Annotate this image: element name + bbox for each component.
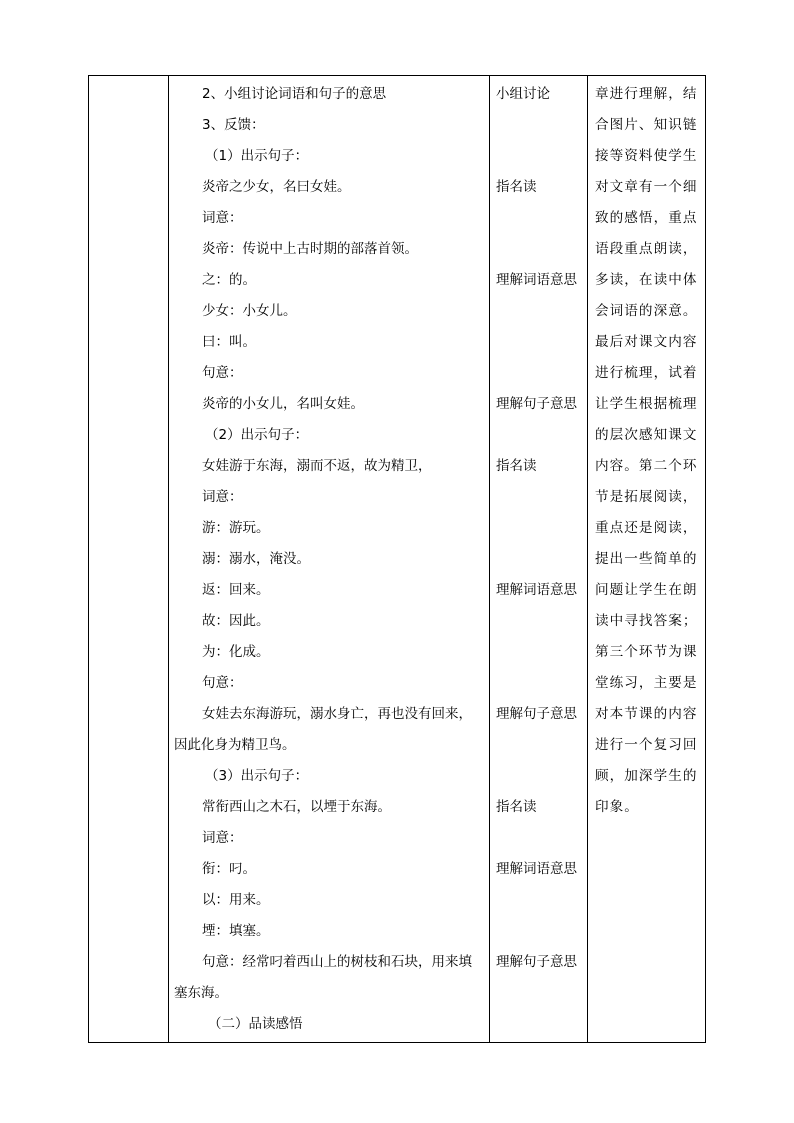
activity-item: 理解词语意思 <box>496 582 577 598</box>
intent-line: 问题让学生在朗 <box>595 582 698 598</box>
activity-item: 指名读 <box>496 179 537 195</box>
process-line: 故：因此。 <box>202 613 270 629</box>
process-line: （1）出示句子： <box>205 148 309 164</box>
process-line: 堙：填塞。 <box>202 923 270 939</box>
intent-line: 会词语的深意。 <box>595 303 698 319</box>
process-line: 少女：小女儿。 <box>202 303 297 319</box>
process-line: 衔：叼。 <box>202 861 256 877</box>
column-divider-1 <box>168 76 169 1042</box>
intent-line: 堂练习，主要是 <box>595 675 698 691</box>
process-line: 句意： <box>202 365 243 381</box>
process-line: 之：的。 <box>202 272 256 288</box>
activity-item: 小组讨论 <box>496 86 550 102</box>
intent-line: 进行梳理，试着 <box>595 365 698 381</box>
activity-item: 指名读 <box>496 458 537 474</box>
process-line: 词意： <box>202 830 243 846</box>
intent-line: 提出一些简单的 <box>595 551 698 567</box>
process-line: 溺：溺水，淹没。 <box>202 551 310 567</box>
process-line: 炎帝的小女儿，名叫女娃。 <box>202 396 364 412</box>
activity-item: 理解句子意思 <box>496 954 577 970</box>
process-line: 曰：叫。 <box>202 334 256 350</box>
activity-item: 指名读 <box>496 799 537 815</box>
intent-line: 内容。第二个环 <box>595 458 698 474</box>
intent-line: 顾，加深学生的 <box>595 768 698 784</box>
process-line: 女娃去东海游玩，溺水身亡，再也没有回来， <box>202 706 472 722</box>
intent-line: 让学生根据梳理 <box>595 396 698 412</box>
process-line: 句意： <box>202 675 243 691</box>
intent-line: 读中寻找答案； <box>595 613 698 629</box>
intent-line: 合图片、知识链 <box>595 117 698 133</box>
activity-item: 理解词语意思 <box>496 272 577 288</box>
process-line: （3）出示句子： <box>205 768 309 784</box>
intent-line: 重点还是阅读， <box>595 520 698 536</box>
intent-line: 对本节课的内容 <box>595 706 698 722</box>
activity-item: 理解句子意思 <box>496 396 577 412</box>
process-line: 游：游玩。 <box>202 520 270 536</box>
activity-item: 理解词语意思 <box>496 861 577 877</box>
process-line: 词意： <box>202 489 243 505</box>
intent-line: 进行一个复习回 <box>595 737 698 753</box>
column-divider-3 <box>587 76 588 1042</box>
intent-line: 最后对课文内容 <box>595 334 698 350</box>
process-line: 炎帝之少女，名曰女娃。 <box>202 179 351 195</box>
process-line: 返：回来。 <box>202 582 270 598</box>
process-line: 塞东海。 <box>174 985 228 1001</box>
intent-line: 第三个环节为课 <box>595 644 698 660</box>
intent-line: 对文章有一个细 <box>595 179 698 195</box>
process-line: 因此化身为精卫鸟。 <box>174 737 296 753</box>
intent-line: 语段重点朗读， <box>595 241 698 257</box>
column-divider-2 <box>489 76 490 1042</box>
intent-line: 印象。 <box>595 799 639 815</box>
intent-line: 章进行理解，结 <box>595 86 698 102</box>
intent-line: 的层次感知课文 <box>595 427 698 443</box>
activity-item: 理解句子意思 <box>496 706 577 722</box>
process-line: 为：化成。 <box>202 644 270 660</box>
process-line: 3、反馈： <box>202 117 265 133</box>
intent-line: 节是拓展阅读， <box>595 489 698 505</box>
process-line: 炎帝：传说中上古时期的部落首领。 <box>202 241 418 257</box>
process-line: 常衔西山之木石，以堙于东海。 <box>202 799 391 815</box>
process-line: 句意：经常叼着西山上的树枝和石块，用来填 <box>202 954 472 970</box>
process-line: 以：用来。 <box>202 892 270 908</box>
lesson-plan-table <box>88 75 706 1043</box>
process-line: 女娃游于东海，溺而不返，故为精卫， <box>202 458 432 474</box>
intent-line: 多读，在读中体 <box>595 272 698 288</box>
intent-line: 接等资料使学生 <box>595 148 698 164</box>
process-line: 2、小组讨论词语和句子的意思 <box>202 86 387 102</box>
intent-line: 致的感悟，重点 <box>595 210 698 226</box>
process-line: （2）出示句子： <box>205 427 309 443</box>
process-line: （二）品读感悟 <box>208 1016 303 1032</box>
process-line: 词意： <box>202 210 243 226</box>
